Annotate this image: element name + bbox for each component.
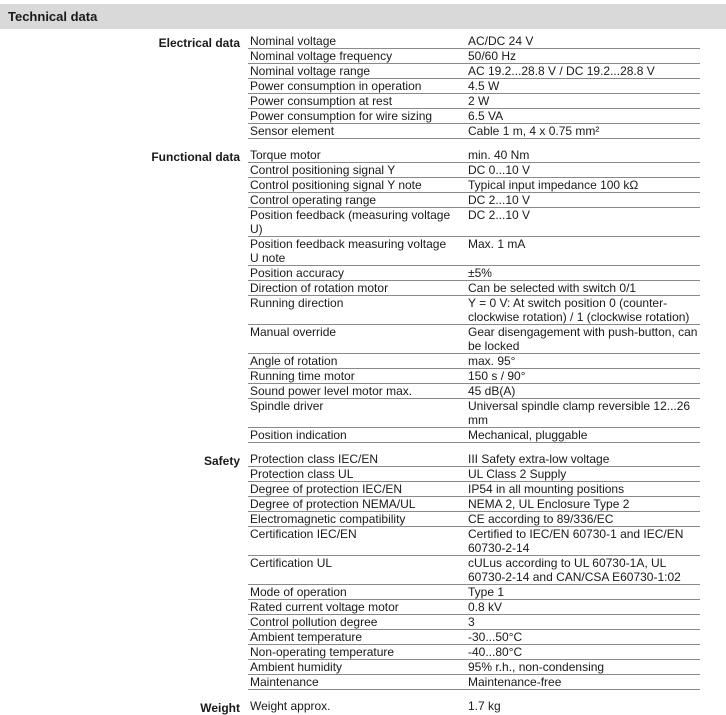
spec-key: Maintenance <box>248 675 457 690</box>
spec-value: 4.5 W <box>457 79 700 94</box>
spec-key: Certification IEC/EN <box>248 527 457 556</box>
spec-key: Non-operating temperature <box>248 645 457 660</box>
table-row <box>248 615 700 630</box>
table-row <box>248 556 700 585</box>
technical-data-content <box>0 34 726 713</box>
spec-key: Position feedback measuring voltage U note <box>248 237 457 266</box>
section-label: Weight <box>200 701 240 715</box>
spec-value: 1.7 kg <box>468 699 501 713</box>
spec-key: Manual override <box>248 325 457 354</box>
spec-value: -40...80°C <box>457 645 700 660</box>
spec-key: Sound power level motor max. <box>248 384 457 399</box>
spec-key: Control operating range <box>248 193 457 208</box>
table-row <box>248 148 700 163</box>
spec-key: Degree of protection IEC/EN <box>248 482 457 497</box>
spec-key: Nominal voltage frequency <box>248 49 457 64</box>
spec-value: Type 1 <box>457 585 700 600</box>
table-row <box>248 281 700 296</box>
table-row <box>248 660 700 675</box>
spec-table <box>248 452 700 690</box>
table-row <box>248 452 700 467</box>
spec-key: Position accuracy <box>248 266 457 281</box>
section-label: Electrical data <box>158 36 240 50</box>
section-functional-data <box>0 148 726 443</box>
spec-key: Running direction <box>248 296 457 325</box>
spec-key: Torque motor <box>248 148 457 163</box>
spec-key: Control positioning signal Y <box>248 163 457 178</box>
section-electrical-data <box>0 34 726 139</box>
spec-key: Certification UL <box>248 556 457 585</box>
table-row <box>248 109 700 124</box>
spec-key: Position feedback (measuring voltage U) <box>248 208 457 237</box>
spec-key: Power consumption for wire sizing <box>248 109 457 124</box>
table-row <box>248 34 700 49</box>
table-row <box>248 94 700 109</box>
spec-key: Rated current voltage motor <box>248 600 457 615</box>
table-row <box>248 585 700 600</box>
spec-key: Angle of rotation <box>248 354 457 369</box>
spec-value: Certified to IEC/EN 60730-1 and IEC/EN 60730-2-14 <box>457 527 700 556</box>
spec-value: ±5% <box>457 266 700 281</box>
spec-value: 2 W <box>457 94 700 109</box>
table-row <box>248 79 700 94</box>
spec-key: Control positioning signal Y note <box>248 178 457 193</box>
spec-value: DC 0...10 V <box>457 163 700 178</box>
spec-value: Mechanical, pluggable <box>457 428 700 443</box>
spec-key: Ambient humidity <box>248 660 457 675</box>
spec-key: Sensor element <box>248 124 457 139</box>
table-row <box>248 64 700 79</box>
table-row <box>248 237 700 266</box>
section-gap <box>0 690 726 699</box>
table-row <box>248 497 700 512</box>
spec-value: 0.8 kV <box>457 600 700 615</box>
spec-value: DC 2...10 V <box>457 208 700 237</box>
table-row <box>248 384 700 399</box>
spec-table <box>248 699 700 713</box>
table-row <box>248 49 700 64</box>
spec-key: Protection class UL <box>248 467 457 482</box>
spec-key: Nominal voltage <box>248 34 457 49</box>
spec-value: NEMA 2, UL Enclosure Type 2 <box>457 497 700 512</box>
spec-value: Can be selected with switch 0/1 <box>457 281 700 296</box>
spec-value: max. 95° <box>457 354 700 369</box>
table-row <box>248 163 700 178</box>
spec-key: Control pollution degree <box>248 615 457 630</box>
table-row <box>248 193 700 208</box>
section-header <box>0 4 726 29</box>
spec-key: Electromagnetic compatibility <box>248 512 457 527</box>
spec-value: Gear disengagement with push-button, can be locked <box>457 325 700 354</box>
section-gap <box>0 139 726 148</box>
table-row <box>248 325 700 354</box>
spec-key: Protection class IEC/EN <box>248 452 457 467</box>
table-row <box>248 124 700 139</box>
spec-table <box>248 148 700 443</box>
spec-key: Degree of protection NEMA/UL <box>248 497 457 512</box>
table-row <box>248 399 700 428</box>
section-weight <box>0 699 726 713</box>
table-row <box>248 296 700 325</box>
spec-value: -30...50°C <box>457 630 700 645</box>
spec-key: Nominal voltage range <box>248 64 457 79</box>
spec-key: Running time motor <box>248 369 457 384</box>
spec-key: Mode of operation <box>248 585 457 600</box>
table-row <box>248 208 700 237</box>
table-row <box>248 428 700 443</box>
table-row <box>248 178 700 193</box>
table-row <box>248 645 700 660</box>
table-row <box>248 630 700 645</box>
spec-value: Maintenance-free <box>457 675 700 690</box>
spec-value: III Safety extra-low voltage <box>457 452 700 467</box>
section-label: Safety <box>203 454 240 468</box>
table-row <box>248 482 700 497</box>
spec-value: Y = 0 V: At switch position 0 (counter-clockwise rotation) / 1 (clockwise rotation) <box>457 296 700 325</box>
spec-key: Spindle driver <box>248 399 457 428</box>
section-safety <box>0 452 726 690</box>
spec-value: AC 19.2...28.8 V / DC 19.2...28.8 V <box>457 64 700 79</box>
spec-table <box>248 34 700 139</box>
spec-value: Cable 1 m, 4 x 0.75 mm² <box>457 124 700 139</box>
spec-key: Weight approx. <box>250 699 331 713</box>
section-label: Functional data <box>151 150 240 164</box>
table-row <box>248 467 700 482</box>
table-row <box>248 266 700 281</box>
spec-key: Power consumption in operation <box>248 79 457 94</box>
spec-value: CE according to 89/336/EC <box>457 512 700 527</box>
spec-value: 95% r.h., non-condensing <box>457 660 700 675</box>
spec-value: min. 40 Nm <box>457 148 700 163</box>
spec-value: UL Class 2 Supply <box>457 467 700 482</box>
spec-value: Max. 1 mA <box>457 237 700 266</box>
spec-value: 3 <box>457 615 700 630</box>
table-row <box>248 699 700 713</box>
spec-value: 45 dB(A) <box>457 384 700 399</box>
section-gap <box>0 443 726 452</box>
spec-key: Direction of rotation motor <box>248 281 457 296</box>
spec-value: IP54 in all mounting positions <box>457 482 700 497</box>
spec-value: 50/60 Hz <box>457 49 700 64</box>
spec-value: Typical input impedance 100 kΩ <box>457 178 700 193</box>
page-title: Technical data <box>8 9 98 24</box>
spec-value: cULus according to UL 60730-1A, UL 60730-2-14 and CAN/CSA E60730-1:02 <box>457 556 700 585</box>
spec-value: Universal spindle clamp reversible 12...26 mm <box>457 399 700 428</box>
spec-key: Ambient temperature <box>248 630 457 645</box>
spec-key: Power consumption at rest <box>248 94 457 109</box>
table-row <box>248 527 700 556</box>
spec-key: Position indication <box>248 428 457 443</box>
table-row <box>248 512 700 527</box>
spec-value: 6.5 VA <box>457 109 700 124</box>
table-row <box>248 600 700 615</box>
spec-value: AC/DC 24 V <box>457 34 700 49</box>
spec-value: 150 s / 90° <box>457 369 700 384</box>
table-row <box>248 369 700 384</box>
spec-value: DC 2...10 V <box>457 193 700 208</box>
table-row <box>248 354 700 369</box>
